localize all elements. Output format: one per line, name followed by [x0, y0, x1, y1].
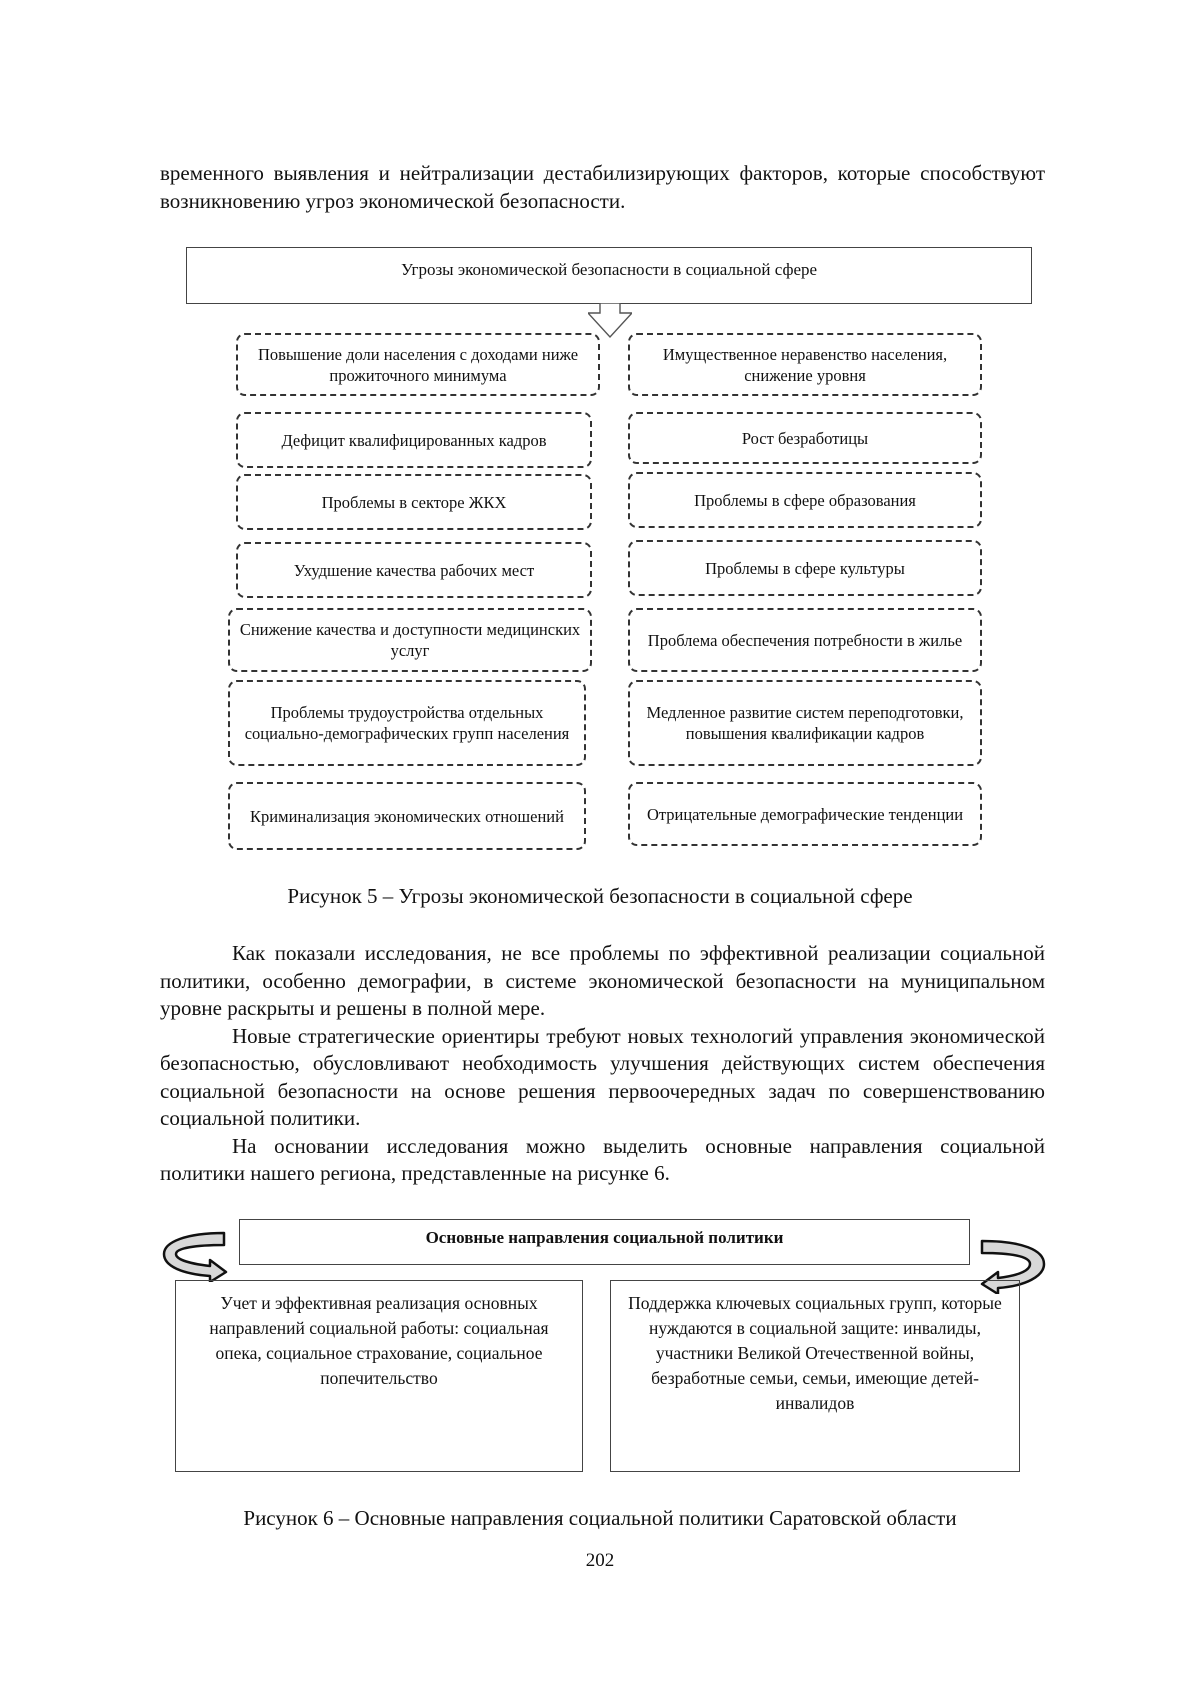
curved-arrow-left-icon: [162, 1230, 232, 1282]
paragraph-3: На основании исследования можно выделить основные направления социальной политики нашего региона, представленные на рисунке 6.: [160, 1133, 1045, 1185]
threat-right-1: Имущественное неравенство населения, снижение уровня: [628, 333, 982, 396]
threat-right-6: Медленное развитие систем переподготовки, повышения квалификации кадров: [628, 680, 982, 766]
figure5-caption: Рисунок 5 – Угрозы экономической безопасности в социальной сфере: [287, 884, 913, 908]
figure6-caption: Рисунок 6 – Основные направления социальной политики Саратовской области: [243, 1506, 957, 1530]
threat-left-1: Повышение доли населения с доходами ниже прожиточного минимума: [236, 333, 600, 396]
threat-right-7: Отрицательные демографические тенденции: [628, 782, 982, 846]
body-text: [160, 940, 1045, 1188]
paragraph-2: Новые стратегические ориентиры требуют новых технологий управления экономической безопасностью, обусловливают необходимость улучшения действующих систем обеспечения социальной безопасности на основе решения первоочередных задач по совершенствованию социальной политики.: [160, 1023, 1045, 1130]
threat-left-3: Проблемы в секторе ЖКХ: [236, 474, 592, 530]
paragraph-1: Как показали исследования, не все проблемы по эффективной реализации социальной политики, особенно демографии, в системе экономической безопасности на муниципальном уровне раскрыты и решены в полной мере.: [160, 941, 1045, 1020]
threat-right-5: Проблема обеспечения потребности в жилье: [628, 608, 982, 672]
threat-left-2: Дефицит квалифицированных кадров: [236, 412, 592, 468]
threat-right-4: Проблемы в сфере культуры: [628, 540, 982, 596]
threat-left-5: Снижение качества и доступности медицинских услуг: [228, 608, 592, 672]
intro-paragraph: временного выявления и нейтрализации дестабилизирующих факторов, которые способствуют возникновению угроз экономической безопасности.: [160, 161, 1045, 213]
threat-right-3: Проблемы в сфере образования: [628, 472, 982, 528]
direction-box-left: Учет и эффективная реализация основных направлений социальной работы: социальная опека, социальное страхование, социальное попечительство: [175, 1280, 583, 1472]
threat-left-7: Криминализация экономических отношений: [228, 782, 586, 850]
figure6-title-box: Основные направления социальной политики: [239, 1219, 970, 1265]
threat-left-4: Ухудшение качества рабочих мест: [236, 542, 592, 598]
threat-left-6: Проблемы трудоустройства отдельных социально-демографических групп населения: [228, 680, 586, 766]
page-number: 202: [585, 1550, 615, 1571]
threat-right-2: Рост безработицы: [628, 412, 982, 464]
figure5-title-box: Угрозы экономической безопасности в социальной сфере: [186, 247, 1032, 304]
direction-box-right: Поддержка ключевых социальных групп, которые нуждаются в социальной защите: инвалиды, участники Великой Отечественной войны, безработные семьи, семьи, имеющие детей-инвалидов: [610, 1280, 1020, 1472]
